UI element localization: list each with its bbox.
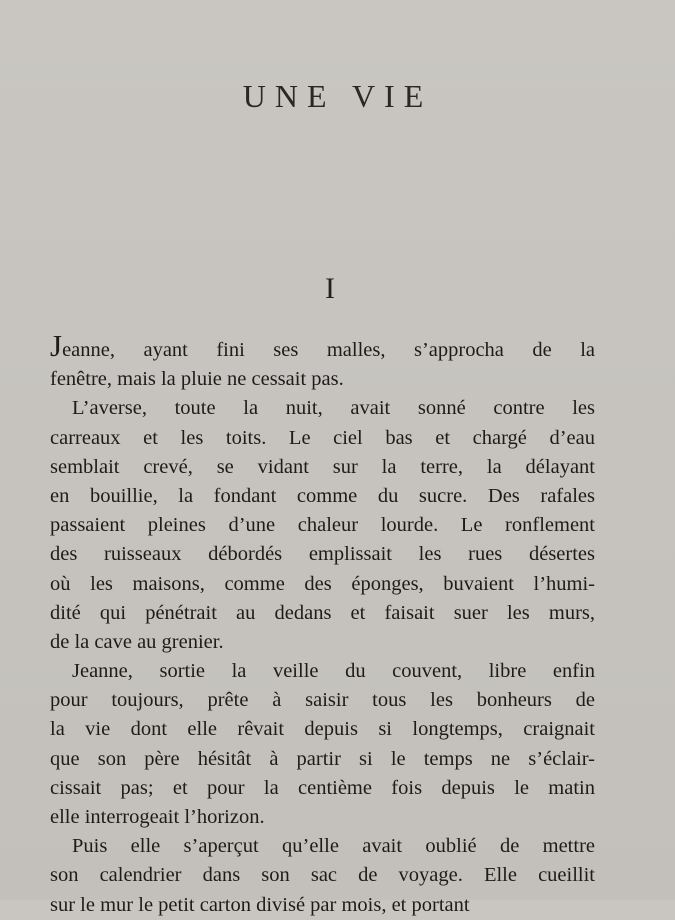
text-line: dité qui pénétrait au dedans et faisait suer les murs, (50, 601, 595, 624)
body-text (50, 328, 595, 920)
drop-cap: J (50, 328, 63, 363)
text-line: cissait pas; et pour la centième fois depuis le matin (50, 776, 595, 799)
text-line: où les maisons, comme des éponges, buvaient l’humi- (50, 572, 595, 595)
paragraph (50, 394, 595, 657)
paragraph (50, 657, 595, 832)
text-line: L’averse, toute la nuit, avait sonné contre les (72, 397, 595, 420)
text-line: que son père hésitât à partir si le temps ne s’éclair- (50, 747, 595, 770)
text-line: fenêtre, mais la pluie ne cessait pas. (50, 368, 344, 391)
text-line: Jeanne, sortie la veille du couvent, libre enfin (72, 660, 595, 683)
text-line: en bouillie, la fondant comme du sucre. Des rafales (50, 484, 595, 507)
paragraph (50, 328, 595, 394)
text-line: passaient pleines d’une chaleur lourde. Le ronflement (50, 514, 595, 537)
text-line: de la cave au grenier. (50, 630, 224, 653)
chapter-number: I (325, 272, 335, 305)
text-line: carreaux et les toits. Le ciel bas et chargé d’eau (50, 426, 595, 449)
text-line: pour toujours, prête à saisir tous les bonheurs de (50, 689, 595, 712)
text-line: elle interrogeait l’horizon. (50, 806, 265, 828)
text-line: Jeanne, ayant fini ses malles, s’approcha de la (50, 328, 595, 363)
text-line: son calendrier dans son sac de voyage. Elle cueillit (50, 864, 595, 887)
paragraph (50, 832, 595, 920)
text-line: sur le mur le petit carton divisé par mois, et portant (50, 893, 470, 916)
text-line: la vie dont elle rêvait depuis si longtemps, craignait (50, 718, 595, 741)
text-line: des ruisseaux débordés emplissait les rues désertes (50, 543, 595, 566)
text-line: semblait crevé, se vidant sur la terre, la délayant (50, 455, 595, 478)
book-title: UNE VIE (242, 78, 433, 114)
text-line: Puis elle s’aperçut qu’elle avait oublié de mettre (72, 835, 595, 858)
